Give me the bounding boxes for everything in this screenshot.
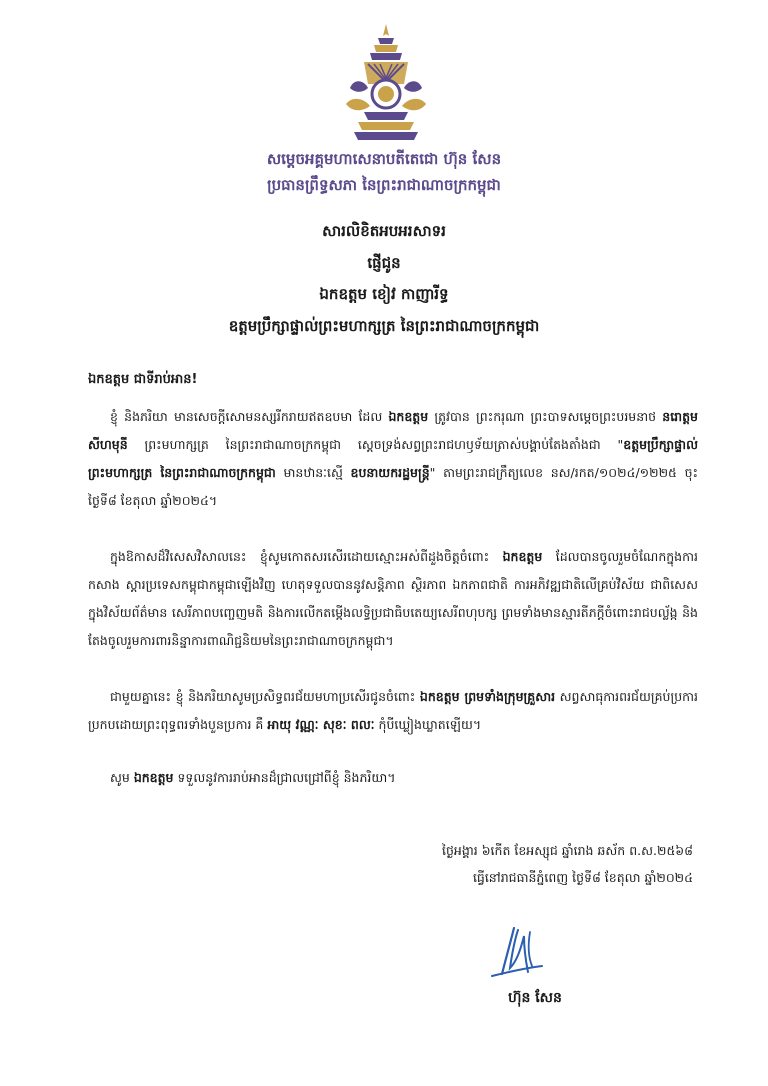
p1-bold-1: ឯកឧត្តម xyxy=(388,409,429,424)
p2-text-2: ដែលបានចូលរួមចំណែកក្នុងការកសាង ស្ដារប្រទេសកម្ពុជាកម្ពុជាឡើងវិញ ហេតុទទួលបាននូវសន្តិភាព ស្ថិរភាព ឯកភាពជាតិ ការអភិវឌ្ឍជាតិលើគ្រប់វិស័យ ជាពិសេសក្នុងវិស័យព័ត៌មាន សេរីភាពបញ្ចេញមតិ និងការលើកតម្កើងលទ្ធិប្រជាធិបតេយ្យសេរីពហុបក្ស ព្រមទាំងមានស្មារតីភក្ដីចំពោះរាជបល្ល័ង្ក និងតែងចូលរួមការពារនិន្នាការពាណិជ្ជនិយមនៃព្រះរាជាណាចក្រកម្ពុជា។ xyxy=(88,549,698,648)
paragraph-4 xyxy=(88,764,698,792)
signer-name: ហ៊ុន សែន xyxy=(508,990,562,1006)
p4-text-1: សូម xyxy=(110,770,134,785)
paragraph-1 xyxy=(88,403,698,515)
p3-text-1: ជាមួយគ្នានេះ ខ្ញុំ និងភរិយាសូមប្រសិទ្ធពរជ័យមហាប្រសើរជូនចំពោះ xyxy=(110,689,420,704)
solar-date: ធ្វើនៅរាជធានីភ្នំពេញ ថ្ងៃទី៨ ខែតុលា ឆ្នាំ២០២៤ xyxy=(472,870,693,885)
p1-text-1: ខ្ញុំ និងភរិយា មានសេចក្ដីសោមនស្សរីករាយឥតឧបមា ដែល xyxy=(110,409,389,424)
p1-text-5: " តាមព្រះរាជក្រឹត្យលេខ នស/រកត/១០២៤/១២២៥ ចុះថ្ងៃទី៨ ខែតុលា ឆ្នាំ២០២៤។ xyxy=(88,465,698,508)
p1-text-3: ព្រះមហាក្សត្រ នៃព្រះរាជាណាចក្រកម្ពុជា ស្ដេចទ្រង់សព្វព្រះរាជហឫទ័យត្រាស់បង្គាប់តែងតាំងជា " xyxy=(127,437,624,452)
p3-bold-1: ឯកឧត្តម ព្រមទាំងក្រុមគ្រួសារ xyxy=(419,689,556,704)
p3-bold-2: អាយុ វណ្ណៈ សុខៈ ពលៈ xyxy=(267,717,375,732)
lunar-date: ថ្ងៃអង្គារ ៦កើត ខែអស្សុជ ឆ្នាំរោង ឆស័ក ព.ស.២៥៦៨ xyxy=(442,843,693,858)
p1-text-4: មានឋានៈស្មើ xyxy=(275,465,351,480)
recipient-position: ឧត្តមប្រឹក្សាផ្ទាល់ព្រះមហាក្សត្រ នៃព្រះរាជាណាចក្រកម្ពុជា xyxy=(228,317,540,335)
p1-text-2: ត្រូវបាន ព្រះករុណា ព្រះបាទសម្ដេចព្រះបរមនាថ xyxy=(428,409,663,424)
paragraph-2 xyxy=(88,543,698,655)
letter-title: សារលិខិតអបអរសាទរ xyxy=(322,222,446,240)
p2-text-1: ក្នុងឱកាសដ៏វិសេសវិសាលនេះ ខ្ញុំសូមកោតសរសើរដោយស្មោះអស់ពីដួងចិត្តចំពោះ xyxy=(110,549,503,564)
p4-text-2: ទទួលនូវការរាប់អានដ៏ជ្រាលជ្រៅពីខ្ញុំ និងភរិយា។ xyxy=(173,770,396,785)
p1-bold-4: ឧបនាយករដ្ឋមន្ត្រី xyxy=(350,465,430,480)
letter-to: ផ្ញើជូន xyxy=(367,254,401,272)
salutation: ឯកឧត្តម ជាទីរាប់អាន! xyxy=(88,372,198,387)
p1-bold-3: ឧត្តមប្រឹក្សាផ្ទាល់ព្រះមហាក្សត្រ នៃព្រះរាជាណាចក្រកម្ពុជា xyxy=(88,437,698,480)
sender-title: ប្រធានព្រឹទ្ធសភា នៃព្រះរាជាណាចក្រកម្ពុជា xyxy=(267,176,501,194)
signature-icon xyxy=(484,922,564,984)
sender-name: សម្ដេចអគ្គមហាសេនាបតីតេជោ ហ៊ុន សែន xyxy=(266,150,502,168)
paragraph-3 xyxy=(88,683,698,739)
p3-text-3: កុំបីឃ្លៀងឃ្លាតឡើយ។ xyxy=(374,717,482,732)
p2-bold-1: ឯកឧត្តម xyxy=(502,549,543,564)
recipient-name: ឯកឧត្តម ខៀវ កាញារីទ្ធ xyxy=(319,285,449,303)
senate-emblem-icon xyxy=(334,22,438,144)
p1-bold-2: នរោត្តម សីហមុនី xyxy=(88,409,698,452)
p4-bold-1: ឯកឧត្តម xyxy=(133,770,174,785)
p3-text-2: សព្វសាធុការពរជ័យគ្រប់ប្រការ ប្រកបដោយព្រះពុទ្ធពរទាំងបួនប្រការ គឺ xyxy=(88,689,698,732)
